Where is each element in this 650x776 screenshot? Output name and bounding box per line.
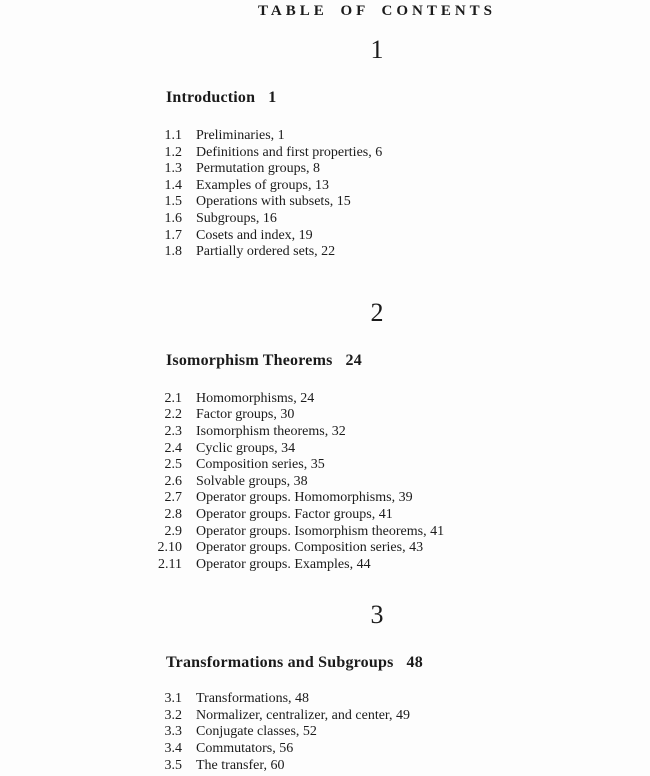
chapter-page: 1 bbox=[268, 89, 277, 106]
entry-number: 3.4 bbox=[164, 741, 182, 757]
entry-number: 2.1 bbox=[164, 390, 182, 406]
page-title: TABLE OF CONTENTS bbox=[257, 3, 497, 19]
toc-entry bbox=[0, 724, 650, 741]
toc-entry bbox=[0, 708, 650, 725]
toc-entry bbox=[0, 391, 650, 408]
toc-entry bbox=[0, 540, 650, 557]
entry-number: 2.7 bbox=[164, 490, 182, 506]
entry-number: 1.5 bbox=[164, 194, 182, 210]
toc-entry bbox=[0, 457, 650, 474]
chapter-page: 24 bbox=[345, 351, 362, 369]
entry-number: 2.4 bbox=[164, 440, 182, 456]
entry-text: Transformations, 48 bbox=[196, 691, 310, 707]
chapter-page: 48 bbox=[406, 654, 423, 672]
chapter-entries bbox=[0, 391, 650, 574]
entry-number: 2.8 bbox=[164, 506, 182, 522]
entry-text: Isomorphism theorems, 32 bbox=[196, 423, 346, 439]
toc-entry bbox=[0, 490, 650, 507]
entry-number: 3.3 bbox=[164, 724, 182, 740]
entry-number: 3.5 bbox=[164, 757, 182, 773]
entry-text: Examples of groups, 13 bbox=[196, 177, 329, 193]
entry-number: 2.9 bbox=[164, 523, 182, 539]
toc-entry bbox=[0, 524, 650, 541]
entry-text: Preliminaries, 1 bbox=[196, 128, 285, 143]
toc-entry bbox=[0, 507, 650, 524]
entry-number: 1.6 bbox=[164, 210, 182, 226]
chapter-heading bbox=[0, 654, 650, 671]
toc-entry bbox=[0, 424, 650, 441]
entry-text: Operator groups. Factor groups, 41 bbox=[196, 506, 393, 522]
toc-entry bbox=[0, 557, 650, 574]
toc-entry bbox=[0, 228, 650, 245]
toc-entry bbox=[0, 407, 650, 424]
toc-entry bbox=[0, 691, 650, 708]
chapter-number: 1 bbox=[370, 35, 384, 64]
entry-number: 1.3 bbox=[164, 161, 182, 177]
entry-text: The transfer, 60 bbox=[196, 757, 285, 773]
toc-entry bbox=[0, 194, 650, 211]
entry-text: Operator groups. Examples, 44 bbox=[196, 556, 371, 572]
toc-entry bbox=[0, 474, 650, 491]
entry-text: Factor groups, 30 bbox=[196, 407, 295, 423]
entry-number: 1.8 bbox=[164, 244, 182, 260]
entry-text: Permutation groups, 8 bbox=[196, 161, 321, 177]
entry-text: Solvable groups, 38 bbox=[196, 473, 308, 489]
chapter-entries bbox=[0, 128, 650, 261]
entry-number: 1.4 bbox=[164, 177, 182, 193]
toc-entry bbox=[0, 441, 650, 458]
entry-text: Cosets and index, 19 bbox=[196, 227, 313, 243]
entry-number: 2.11 bbox=[158, 556, 182, 572]
toc-entry bbox=[0, 741, 650, 758]
chapter-heading bbox=[0, 89, 650, 106]
entry-text: Homomorphisms, 24 bbox=[196, 390, 315, 406]
entry-text: Operator groups. Isomorphism theorems, 41 bbox=[196, 523, 445, 539]
entry-number: 1.1 bbox=[164, 128, 182, 143]
entry-text: Operator groups. Homomorphisms, 39 bbox=[196, 490, 413, 506]
entry-number: 1.2 bbox=[164, 144, 182, 160]
toc-entry bbox=[0, 211, 650, 228]
entry-number: 2.5 bbox=[164, 457, 182, 473]
entry-number: 2.6 bbox=[164, 473, 182, 489]
chapter-heading bbox=[0, 352, 650, 369]
chapter-title: Introduction bbox=[166, 89, 256, 106]
entry-text: Definitions and first properties, 6 bbox=[196, 144, 383, 160]
toc-entry bbox=[0, 128, 650, 145]
chapter-title: Transformations and Subgroups bbox=[166, 654, 394, 672]
entry-number: 2.2 bbox=[164, 407, 182, 423]
toc-page bbox=[0, 4, 650, 776]
entry-text: Subgroups, 16 bbox=[196, 210, 277, 226]
entry-text: Conjugate classes, 52 bbox=[196, 724, 317, 740]
entry-text: Operator groups. Composition series, 43 bbox=[196, 540, 424, 556]
toc-entry bbox=[0, 161, 650, 178]
entry-text: Composition series, 35 bbox=[196, 457, 325, 473]
entry-text: Operations with subsets, 15 bbox=[196, 194, 351, 210]
chapter-number: 2 bbox=[370, 297, 384, 327]
entry-text: Cyclic groups, 34 bbox=[196, 440, 296, 456]
chapter-entries bbox=[0, 691, 650, 774]
entry-number: 2.10 bbox=[157, 540, 182, 556]
toc-entry bbox=[0, 244, 650, 261]
toc-entry bbox=[0, 145, 650, 162]
chapter-number: 3 bbox=[370, 600, 384, 630]
entry-number: 2.3 bbox=[164, 423, 182, 439]
entry-text: Partially ordered sets, 22 bbox=[196, 244, 336, 260]
entry-number: 3.2 bbox=[164, 707, 182, 723]
chapter-title: Isomorphism Theorems bbox=[166, 351, 333, 369]
toc-entry bbox=[0, 178, 650, 195]
entry-text: Normalizer, centralizer, and center, 49 bbox=[196, 707, 411, 723]
entry-number: 1.7 bbox=[164, 227, 182, 243]
entry-text: Commutators, 56 bbox=[196, 741, 294, 757]
entry-number: 3.1 bbox=[164, 691, 182, 707]
